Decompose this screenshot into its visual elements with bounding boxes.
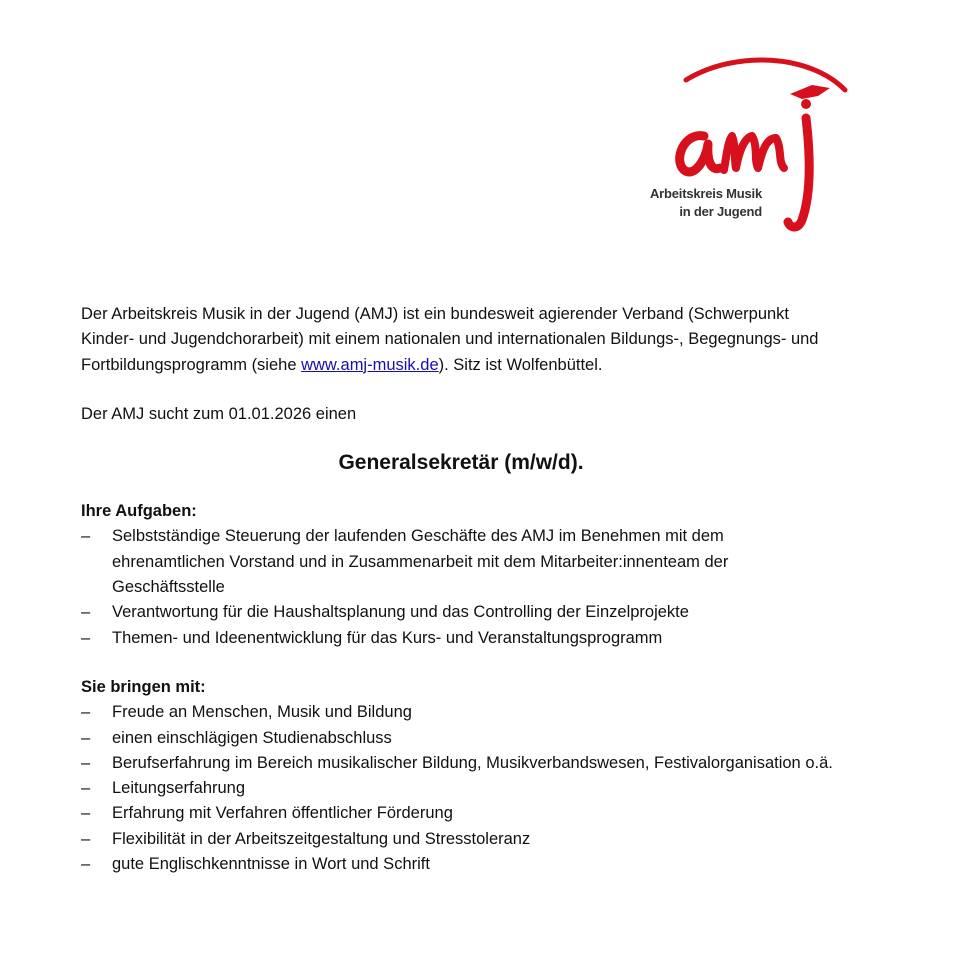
intro-text-after-link: ). Sitz ist Wolfenbüttel. <box>438 355 603 374</box>
job-title: Generalsekretär (m/w/d). <box>338 451 584 475</box>
logo-text-line1: Arbeitskreis Musik <box>649 186 762 201</box>
intro-paragraph <box>81 302 841 378</box>
list-item <box>81 726 841 751</box>
dash-bullet: – <box>81 855 91 874</box>
intro-text-before-link: Der Arbeitskreis Musik in der Jugend (AMJ) ist ein bundesweit agierender Verband (Schwerpunkt Kinder- und Jugendchorarbeit) mit einem nationalen und internationalen Bildungs-, Begegnungs- und Fortbildungsprogramm (siehe <box>81 305 819 374</box>
dash-bullet: – <box>81 779 91 798</box>
list-item-text: gute Englischkenntnisse in Wort und Schrift <box>112 855 430 874</box>
list-item-text: Leitungserfahrung <box>112 779 246 798</box>
list-item <box>81 600 841 625</box>
requirements-heading: Sie bringen mit: <box>81 677 206 696</box>
dash-bullet: – <box>81 829 91 848</box>
dash-bullet: – <box>81 628 91 647</box>
dash-bullet: – <box>81 603 91 622</box>
tasks-heading: Ihre Aufgaben: <box>81 502 197 521</box>
list-item-text: Themen- und Ideenentwicklung für das Kurs- und Veranstaltungsprogramm <box>112 628 663 647</box>
requirements-list <box>81 700 841 877</box>
amj-logo <box>640 52 850 237</box>
list-item <box>81 524 841 600</box>
dash-bullet: – <box>81 728 91 747</box>
seeks-line: Der AMJ sucht zum 01.01.2026 einen <box>81 404 357 423</box>
list-item <box>81 626 841 651</box>
list-item <box>81 700 841 725</box>
list-item <box>81 852 841 877</box>
list-item-text: Verantwortung für die Haushaltsplanung und das Controlling der Einzelprojekte <box>112 603 689 622</box>
dash-bullet: – <box>81 703 91 722</box>
list-item <box>81 827 841 852</box>
list-item-text: Erfahrung mit Verfahren öffentlicher Förderung <box>112 804 453 823</box>
logo-text-line2: in der Jugend <box>679 204 762 219</box>
dash-bullet: – <box>81 527 91 546</box>
dash-bullet: – <box>81 753 91 772</box>
list-item-text: Berufserfahrung im Bereich musikalischer Bildung, Musikverbandswesen, Festivalorganisation o.ä. <box>112 753 833 772</box>
list-item <box>81 776 841 801</box>
list-item-text: Freude an Menschen, Musik und Bildung <box>112 703 412 722</box>
dash-bullet: – <box>81 804 91 823</box>
list-item <box>81 751 841 776</box>
list-item-text: Selbstständige Steuerung der laufenden Geschäfte des AMJ im Benehmen mit dem ehrenamtlichen Vorstand und in Zusammenarbeit mit dem Mitarbeiter:innenteam der Geschäftsstelle <box>112 527 729 597</box>
list-item-text: Flexibilität in der Arbeitszeitgestaltung und Stresstoleranz <box>112 829 531 848</box>
website-link[interactable]: www.amj-musik.de <box>301 355 439 374</box>
tasks-list <box>81 524 841 650</box>
document-body <box>81 302 841 901</box>
list-item <box>81 801 841 826</box>
list-item-text: einen einschlägigen Studienabschluss <box>112 728 392 747</box>
